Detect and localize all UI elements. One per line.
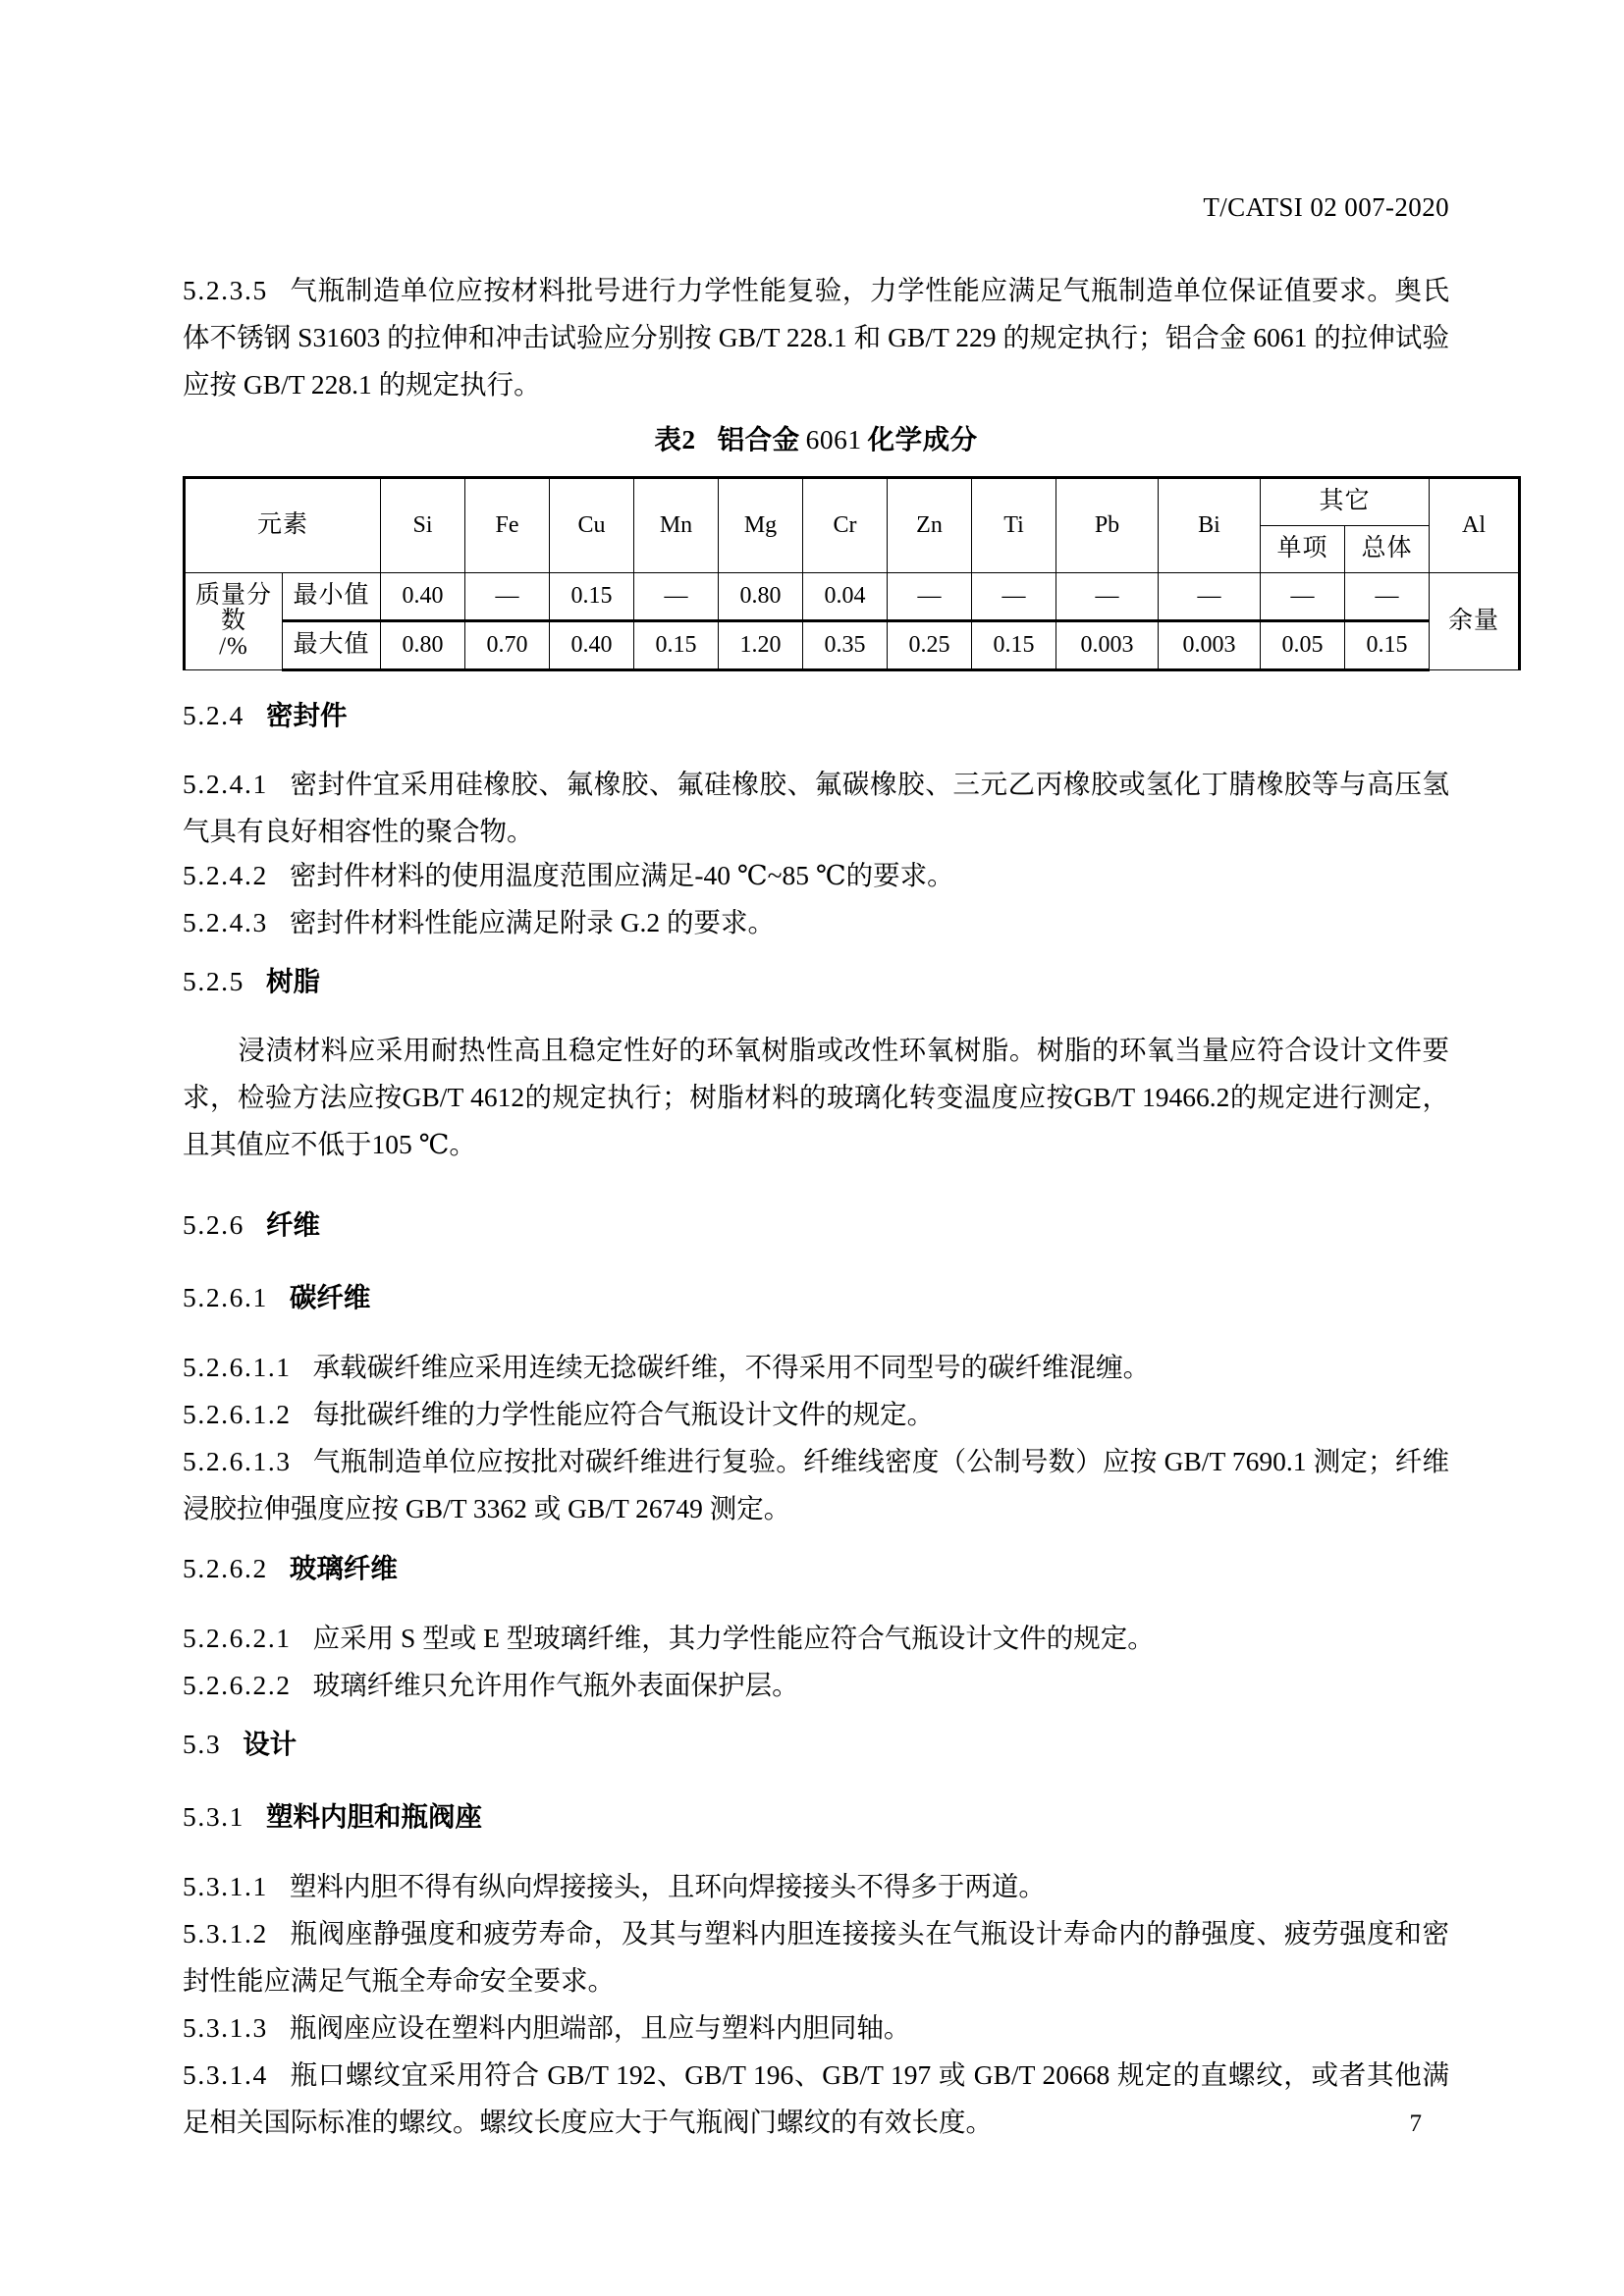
clause-5-2-6-1-1: [183, 1344, 1449, 1391]
cell-min-cr: 0.04: [803, 573, 888, 621]
header-cell-bi: Bi: [1159, 478, 1261, 573]
heading-5-2-6-2-title: 玻璃纤维: [289, 1553, 398, 1583]
cell-max-cu: 0.40: [550, 621, 634, 670]
clause-5-2-6-1-2-number: 5.2.6.1.2: [183, 1399, 292, 1429]
heading-5-3: [183, 1725, 297, 1764]
cell-min-ti: —: [972, 573, 1056, 621]
heading-5-2-4-number: 5.2.4: [183, 700, 244, 730]
clause-5-2-4-1-text: 密封件宜采用硅橡胶、氟橡胶、氟硅橡胶、氟碳橡胶、三元乙丙橡胶或氢化丁腈橡胶等与高压氢气具有良好相容性的聚合物。: [183, 769, 1449, 846]
cell-min-bi: —: [1159, 573, 1261, 621]
row-label-maximum: 最大值: [283, 621, 381, 670]
clause-5-2-6-2-2-number: 5.2.6.2.2: [183, 1670, 292, 1700]
cell-max-other-total: 0.15: [1345, 621, 1430, 670]
cell-max-pb: 0.003: [1056, 621, 1159, 670]
header-cell-al: Al: [1430, 478, 1520, 573]
heading-5-3-number: 5.3: [183, 1729, 222, 1759]
clause-5-2-4-2: [183, 852, 1449, 899]
header-cell-other: 其它: [1261, 478, 1430, 526]
row-header-mass-fraction: [185, 573, 283, 670]
heading-5-2-6-2-number: 5.2.6.2: [183, 1553, 268, 1583]
clause-5-2-6-2-2-text: 玻璃纤维只允许用作气瓶外表面保护层。: [312, 1670, 799, 1700]
cell-max-bi: 0.003: [1159, 621, 1261, 670]
cell-al-balance: 余量: [1430, 573, 1520, 670]
clause-5-3-1-3-number: 5.3.1.3: [183, 2012, 268, 2043]
clause-5-2-6-1-3: [183, 1438, 1449, 1532]
table-2-caption: [183, 417, 1449, 456]
heading-5-2-6-title: 纤维: [266, 1209, 320, 1240]
page-number: 7: [1409, 2110, 1422, 2137]
clause-5-2-5-text: 浸渍材料应采用耐热性高且稳定性好的环氧树脂或改性环氧树脂。树脂的环氧当量应符合设计文件要求，检验方法应按GB/T 4612的规定执行；树脂材料的玻璃化转变温度应按GB/T 19466.2的规定进行测定，且其值应不低于105 ℃。: [183, 1035, 1449, 1159]
table-2-caption-number: 6061: [805, 424, 862, 454]
clause-5-2-6-2-1: [183, 1615, 1449, 1662]
table-2-caption-text-b: 化学成分: [867, 424, 978, 454]
cell-min-other-total: —: [1345, 573, 1430, 621]
clause-5-3-1-2: [183, 1910, 1449, 2004]
clause-5-3-1-1-number: 5.3.1.1: [183, 1871, 268, 1901]
header-cell-cu: Cu: [550, 478, 634, 573]
cell-min-fe: —: [465, 573, 550, 621]
heading-5-2-6-2: [183, 1549, 398, 1588]
clause-5-2-4-3-number: 5.2.4.3: [183, 907, 268, 937]
clause-5-3-1-1: [183, 1863, 1449, 1910]
clause-5-3-1-4-number: 5.3.1.4: [183, 2059, 268, 2090]
table-row-maximum: [185, 621, 1520, 670]
cell-max-mn: 0.15: [634, 621, 719, 670]
header-cell-other-total: 总体: [1345, 526, 1430, 573]
clause-5-3-1-1-text: 塑料内胆不得有纵向焊接接头，且环向焊接接头不得多于两道。: [289, 1871, 1046, 1901]
heading-5-2-5-number: 5.2.5: [183, 966, 244, 996]
header-cell-other-single: 单项: [1261, 526, 1345, 573]
heading-5-2-6-1-number: 5.2.6.1: [183, 1282, 268, 1312]
clause-5-2-6-2-2: [183, 1662, 1449, 1709]
clause-5-2-4-2-number: 5.2.4.2: [183, 860, 268, 890]
clause-5-2-6-1-1-number: 5.2.6.1.1: [183, 1352, 292, 1382]
clause-5-3-1-2-number: 5.3.1.2: [183, 1918, 268, 1949]
heading-5-3-1: [183, 1797, 482, 1837]
cell-min-zn: —: [888, 573, 972, 621]
row-header-line-2: /%: [219, 633, 248, 661]
header-cell-element: 元素: [185, 478, 381, 573]
clause-5-2-6-2-1-number: 5.2.6.2.1: [183, 1623, 292, 1653]
header-cell-cr: Cr: [803, 478, 888, 573]
heading-5-2-4: [183, 696, 348, 735]
clause-5-2-4-2-text: 密封件材料的使用温度范围应满足-40 ℃~85 ℃的要求。: [289, 860, 954, 890]
cell-min-si: 0.40: [381, 573, 465, 621]
running-head-standard-number: T/CATSI 02 007-2020: [1203, 192, 1449, 222]
cell-max-mg: 1.20: [719, 621, 803, 670]
clause-5-2-4-3-text: 密封件材料性能应满足附录 G.2 的要求。: [289, 907, 776, 937]
heading-5-3-1-number: 5.3.1: [183, 1801, 244, 1832]
table-2-caption-text-a: 铝合金: [717, 424, 800, 454]
heading-5-2-6-number: 5.2.6: [183, 1209, 244, 1240]
header-cell-pb: Pb: [1056, 478, 1159, 573]
cell-max-ti: 0.15: [972, 621, 1056, 670]
heading-5-2-6-1: [183, 1278, 370, 1317]
clause-5-3-1-2-text: 瓶阀座静强度和疲劳寿命，及其与塑料内胆连接接头在气瓶设计寿命内的静强度、疲劳强度和密封性能应满足气瓶全寿命安全要求。: [183, 1918, 1449, 1996]
heading-5-2-5-title: 树脂: [266, 966, 320, 996]
heading-5-2-6: [183, 1205, 320, 1245]
clause-5-3-1-4: [183, 2052, 1449, 2146]
clause-5-2-4-1: [183, 761, 1449, 855]
cell-min-mg: 0.80: [719, 573, 803, 621]
table-2-caption-label: 表2: [654, 424, 696, 454]
clause-5-2-6-1-2: [183, 1391, 1449, 1438]
clause-5-2-3-5-text: 气瓶制造单位应按材料批号进行力学性能复验，力学性能应满足气瓶制造单位保证值要求。奥氏体不锈钢 S31603 的拉伸和冲击试验应分别按 GB/T 228.1 和 GB/T 229 的规定执行；铝合金 6061 的拉伸试验应按 GB/T 228.1 的规定执行。: [183, 275, 1449, 400]
cell-min-mn: —: [634, 573, 719, 621]
cell-max-other-single: 0.05: [1261, 621, 1345, 670]
clause-5-2-6-1-3-number: 5.2.6.1.3: [183, 1446, 292, 1476]
clause-5-3-1-3-text: 瓶阀座应设在塑料内胆端部，且应与塑料内胆同轴。: [289, 2012, 911, 2043]
clause-5-3-1-3: [183, 2004, 1449, 2052]
table-2-aluminium-6061-composition: [183, 476, 1521, 671]
cell-min-cu: 0.15: [550, 573, 634, 621]
heading-5-3-1-title: 塑料内胆和瓶阀座: [266, 1801, 482, 1832]
clause-5-2-6-1-1-text: 承载碳纤维应采用连续无捻碳纤维，不得采用不同型号的碳纤维混缠。: [312, 1352, 1151, 1382]
clause-5-3-1-4-text: 瓶口螺纹宜采用符合 GB/T 192、GB/T 196、GB/T 197 或 GB/T 20668 规定的直螺纹，或者其他满足相关国际标准的螺纹。螺纹长度应大于气瓶阀门螺纹的有效长度。: [183, 2059, 1449, 2137]
header-cell-mn: Mn: [634, 478, 719, 573]
cell-max-zn: 0.25: [888, 621, 972, 670]
clause-5-2-6-2-1-text: 应采用 S 型或 E 型玻璃纤维，其力学性能应符合气瓶设计文件的规定。: [312, 1623, 1155, 1653]
clause-5-2-4-3: [183, 899, 1449, 946]
clause-5-2-6-1-3-text: 气瓶制造单位应按批对碳纤维进行复验。纤维线密度（公制号数）应按 GB/T 7690.1 测定；纤维浸胶拉伸强度应按 GB/T 3362 或 GB/T 26749 测定。: [183, 1446, 1449, 1523]
row-header-line-1: 质量分数: [194, 581, 272, 634]
cell-min-pb: —: [1056, 573, 1159, 621]
heading-5-3-title: 设计: [243, 1729, 298, 1759]
table-header-row-1: [185, 478, 1520, 526]
clause-5-2-5-body: [183, 1027, 1449, 1168]
heading-5-2-4-title: 密封件: [266, 700, 348, 730]
cell-max-cr: 0.35: [803, 621, 888, 670]
header-cell-mg: Mg: [719, 478, 803, 573]
heading-5-2-6-1-title: 碳纤维: [289, 1282, 371, 1312]
cell-max-fe: 0.70: [465, 621, 550, 670]
header-cell-ti: Ti: [972, 478, 1056, 573]
header-cell-zn: Zn: [888, 478, 972, 573]
header-cell-si: Si: [381, 478, 465, 573]
clause-5-2-3-5: [183, 267, 1449, 408]
clause-5-2-6-1-2-text: 每批碳纤维的力学性能应符合气瓶设计文件的规定。: [312, 1399, 935, 1429]
cell-max-si: 0.80: [381, 621, 465, 670]
header-cell-fe: Fe: [465, 478, 550, 573]
table-row-minimum: [185, 573, 1520, 621]
row-label-minimum: 最小值: [283, 573, 381, 621]
cell-min-other-single: —: [1261, 573, 1345, 621]
heading-5-2-5: [183, 962, 320, 1001]
clause-5-2-3-5-number: 5.2.3.5: [183, 275, 268, 305]
clause-5-2-4-1-number: 5.2.4.1: [183, 769, 268, 799]
